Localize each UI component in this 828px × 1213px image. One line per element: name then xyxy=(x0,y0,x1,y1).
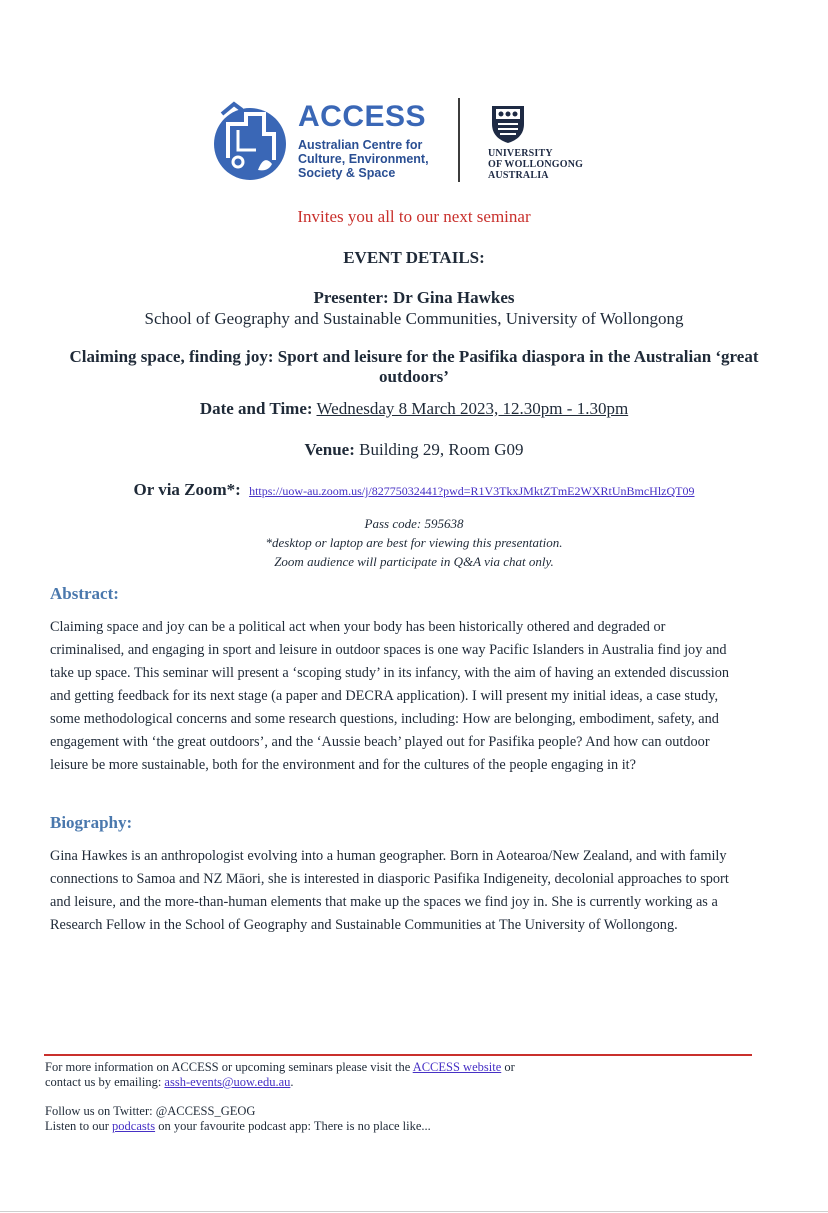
passcode-label: Pass code xyxy=(364,516,417,531)
zoom-line xyxy=(0,480,828,500)
footer-info-line xyxy=(45,1060,515,1075)
presenter-affiliation: School of Geography and Sustainable Communities, University of Wollongong xyxy=(144,309,684,328)
footer-contact-pre: contact us by emailing: xyxy=(45,1075,165,1089)
logo-divider xyxy=(458,98,460,182)
date-time-label: Date and Time: xyxy=(199,399,313,418)
page-bottom-edge xyxy=(0,1211,828,1212)
podcasts-link[interactable]: podcasts xyxy=(112,1119,156,1133)
zoom-note-qa: Zoom audience will participate in Q&A via chat only. xyxy=(274,554,554,569)
venue-label: Venue: xyxy=(304,440,355,459)
presenter-name: Presenter: Dr Gina Hawkes xyxy=(313,288,515,307)
footer-contact-line xyxy=(45,1075,294,1090)
date-time-value: Wednesday 8 March 2023, 12.30pm - 1.30pm xyxy=(316,399,629,418)
footer-podcast-post: on your favourite podcast app: There is no place like... xyxy=(155,1119,431,1133)
access-logo-icon xyxy=(212,100,292,184)
passcode-value: : 595638 xyxy=(416,516,464,531)
access-website-link[interactable]: ACCESS website xyxy=(412,1060,502,1074)
header-logos xyxy=(212,94,592,186)
invite-line: Invites you all to our next seminar xyxy=(297,207,531,226)
footer-podcast-line xyxy=(45,1119,431,1134)
zoom-note-device: *desktop or laptop are best for viewing this presentation. xyxy=(265,535,563,550)
venue-value: Building 29, Room G09 xyxy=(359,440,524,459)
abstract-text: Claiming space and joy can be a political act when your body has been historically othered and degraded or criminalised, and engaging in sport and leisure in outdoor spaces is one way Pacific Islanders in Australia find joy and take up space. This seminar will present a ‘scoping study’ in its infancy, with the aim of having an extended discussion and getting feedback for its next stage (a paper and DECRA application). I will present my initial ideas, a case study, some methodological concerns and some research questions, including: How are belonging, embodiment, safety, and engagement with ‘the great outdoors’, and the ‘Aussie beach’ played out for Pasifika people? And how can outdoor leisure be more sustainable, both for the environment and for the cultures of the people engaging in it? xyxy=(50,619,730,773)
footer-info-pre: For more information on ACCESS or upcoming seminars please visit the xyxy=(45,1060,413,1074)
uow-name: UNIVERSITY OF WOLLONGONG AUSTRALIA xyxy=(488,148,584,181)
access-title: ACCESS xyxy=(298,100,427,133)
zoom-label: Or via Zoom*: xyxy=(133,480,241,499)
venue xyxy=(0,440,828,460)
footer-podcast-pre: Listen to our xyxy=(45,1119,113,1133)
footer-info-post: or xyxy=(501,1060,515,1074)
footer-twitter: Follow us on Twitter: @ACCESS_GEOG xyxy=(45,1104,256,1118)
biography-heading: Biography: xyxy=(50,813,133,832)
uow-crest-icon xyxy=(488,100,528,144)
talk-title: Claiming space, finding joy: Sport and leisure for the Pasifika diaspora in the Australian ‘great outdoors’ xyxy=(69,347,759,386)
contact-email-link[interactable]: assh-events@uow.edu.au xyxy=(164,1075,291,1089)
passcode xyxy=(0,514,828,533)
footer-divider xyxy=(44,1054,752,1056)
abstract-heading: Abstract: xyxy=(50,584,119,603)
event-details-heading: EVENT DETAILS: xyxy=(343,248,485,267)
date-time xyxy=(0,399,828,419)
access-subtitle: Australian Centre for Culture, Environment, Society & Space xyxy=(298,138,429,180)
zoom-link[interactable]: https://uow-au.zoom.us/j/82775032441?pwd=R1V3TkxJMktZTmE2WXRtUnBmcHlzQT09 xyxy=(249,484,695,498)
biography-text: Gina Hawkes is an anthropologist evolving into a human geographer. Born in Aotearoa/New Zealand, and with family connections to Samoa and NZ Māori, she is interested in diasporic Pasifika Indigeneity, decolonial approaches to sport and leisure, and the more-than-human elements that make up the spaces we find joy in. She is currently working as a Research Fellow in the School of Geography and Sustainable Communities at The University of Wollongong. xyxy=(50,848,729,933)
footer-contact-post: . xyxy=(290,1075,294,1089)
